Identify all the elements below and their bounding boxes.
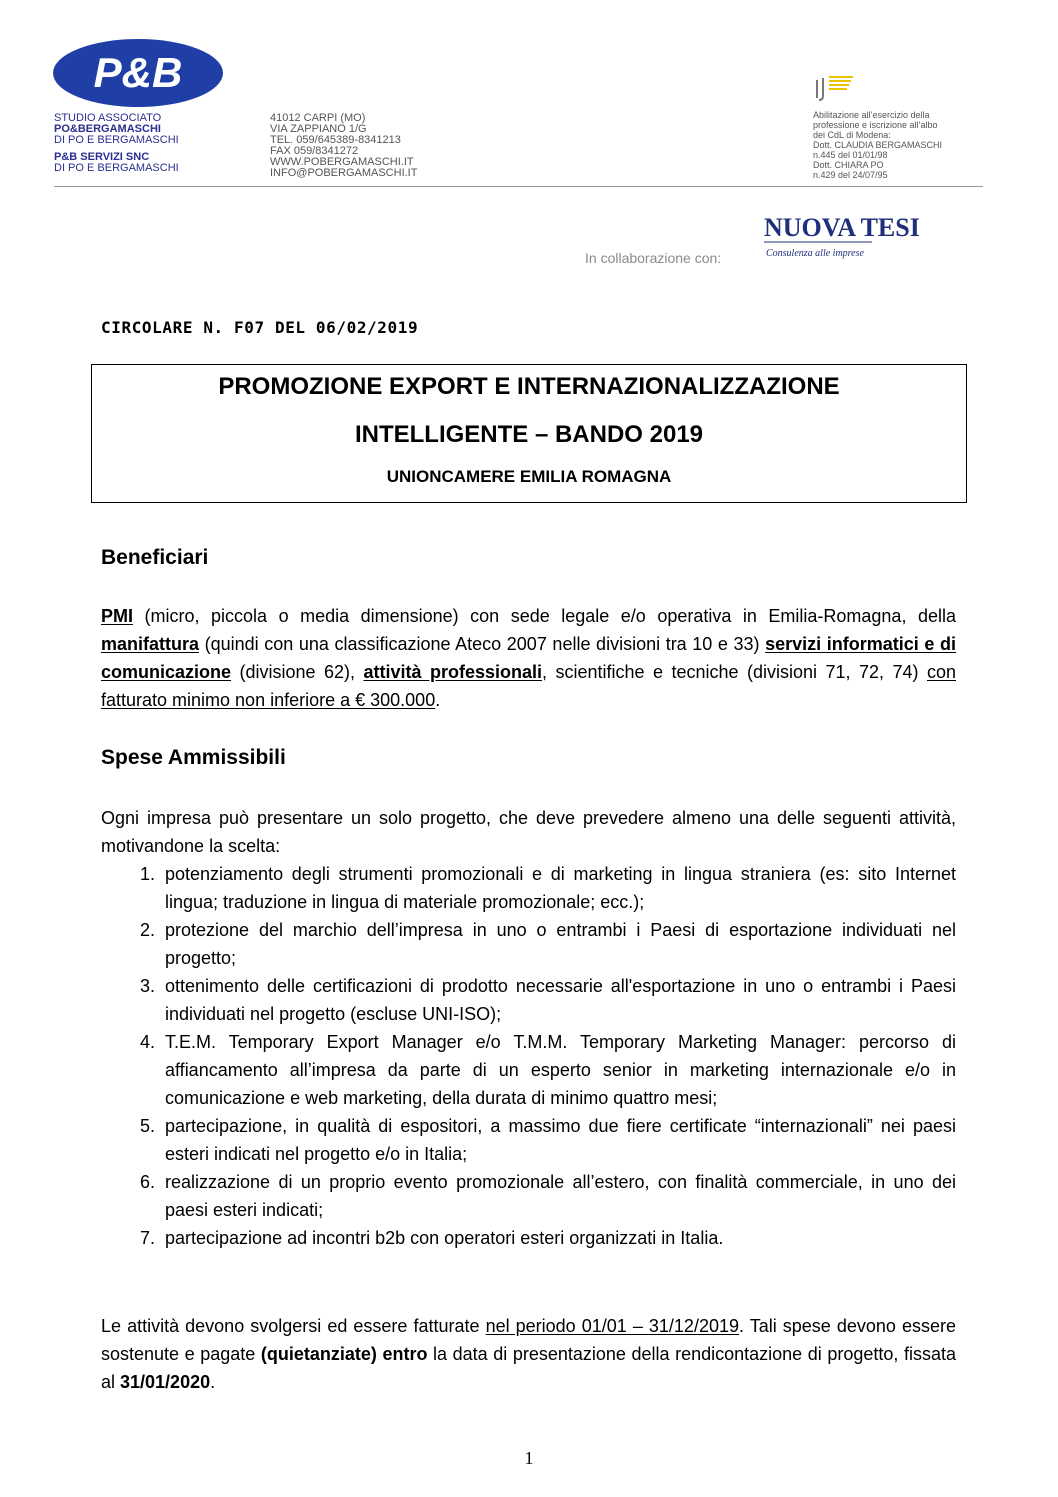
studio-line: PO&BERGAMASCHI xyxy=(54,123,161,135)
spese-intro: Ogni impresa può presentare un solo progetto, che deve prevedere almeno una delle seguenti attività, motivandone la scelta: xyxy=(101,808,956,856)
abilitazione-line: Dott. CHIARA PO xyxy=(813,160,884,170)
studio-line: P&B SERVIZI SNC xyxy=(54,151,150,163)
servizi-term: servizi informatici e di comunicazione xyxy=(101,634,956,682)
manifattura-term: manifattura xyxy=(101,634,200,654)
abilitazione-line: n.445 del 01/01/98 xyxy=(813,150,888,160)
abilitazione-line: n.429 del 24/07/95 xyxy=(813,170,888,180)
list-item: 5. partecipazione, in qualità di espositori, a massimo due fiere certificate “internazionali” nei paesi esteri indicati nel progetto e/o in Italia; xyxy=(139,1116,956,1164)
beneficiari-paragraph: PMI (micro, piccola o media dimensione) con sede legale e/o operativa in Emilia-Romagna, della manifattura (quindi con una classificazione Ateco 2007 nelle divisioni tra 10 e 33) servizi informatici e di comunicazione (divisione 62), attività professionali, scientifiche e tecniche (divisioni 71, 72, 74) con fatturato minimo non inferiore a € 300.000. xyxy=(101,606,956,710)
collaboration-label: In collaborazione con: xyxy=(585,250,722,266)
address-line: 41012 CARPI (MO) xyxy=(270,112,366,124)
header-divider xyxy=(54,186,983,187)
studio-line: DI PO E BERGAMASCHI xyxy=(54,134,179,146)
section-heading-beneficiari: Beneficiari xyxy=(101,546,209,569)
subtitle: UNIONCAMERE EMILIA ROMAGNA xyxy=(386,467,672,486)
address-line: TEL. 059/645389-8341213 xyxy=(270,134,401,146)
address-line: INFO@POBERGAMASCHI.IT xyxy=(270,167,418,179)
circolare-number: CIRCOLARE N. F07 DEL 06/02/2019 xyxy=(101,318,419,337)
studio-line: DI PO E BERGAMASCHI xyxy=(54,162,179,174)
address-line: FAX 059/8341272 xyxy=(270,145,359,157)
list-item: 3. ottenimento delle certificazioni di prodotto necessarie all'esportazione in uno o entrambi i Paesi individuati nel progetto (escluse UNI-ISO); xyxy=(139,976,956,1024)
address-line: VIA ZAPPIANO 1/G xyxy=(270,123,367,135)
abilitazione-line: Dott. CLAUDIA BERGAMASCHI xyxy=(813,140,943,150)
attivita-list xyxy=(101,860,956,1252)
consulenti-lavoro-logo xyxy=(813,74,857,102)
list-item: 6. realizzazione di un proprio evento promozionale all’estero, con finalità commerciale, in uno dei paesi esteri indicati; xyxy=(139,1172,956,1220)
studio-name-block xyxy=(54,113,179,174)
abilitazione-line: dei CdL di Modena: xyxy=(813,130,891,140)
fatturato-condition: con fatturato minimo non inferiore a € 300.000 xyxy=(101,662,956,710)
pb-logo xyxy=(52,38,224,108)
list-item: 2. protezione del marchio dell’impresa in uno o entrambi i Paesi di esportazione individuati nel progetto; xyxy=(139,920,956,968)
quietanziate-term: (quietanziate) entro xyxy=(260,1344,428,1364)
nuova-logo-tagline: Consulenza alle imprese xyxy=(766,248,864,259)
periodo-term: nel periodo 01/01 – 31/12/2019 xyxy=(485,1316,739,1336)
nuova-tesi-logo xyxy=(762,212,958,268)
final-paragraph: Le attività devono svolgersi ed essere fatturate nel periodo 01/01 – 31/12/2019. Tali spese devono essere sostenute e pagate (quietanziate) entro la data di presentazione della rendicontazione di progetto, fissata al 31/01/2020. xyxy=(101,1316,957,1392)
pb-logo-text: P&B xyxy=(93,49,183,96)
page-number: 1 xyxy=(524,1448,534,1468)
list-item: 7. partecipazione ad incontri b2b con operatori esteri organizzati in Italia. xyxy=(139,1228,724,1248)
list-item: 4. T.E.M. Temporary Export Manager e/o T.M.M. Temporary Marketing Manager: percorso di affiancamento all’impresa da parte di un esperto senior in marketing internazionale e/o in comunicazione e web marketing, della durata di minimo quattro mesi; xyxy=(139,1032,956,1108)
studio-line: STUDIO ASSOCIATO xyxy=(54,112,162,124)
deadline-date: 31/01/2020 xyxy=(120,1372,211,1392)
address-block xyxy=(270,113,417,179)
abilitazione-line: professione e iscrizione all’albo xyxy=(813,120,938,130)
abilitazione-block xyxy=(813,110,1003,180)
pmi-term: PMI xyxy=(101,606,134,626)
address-line: WWW.POBERGAMASCHI.IT xyxy=(270,156,414,168)
attivita-term: attività professionali xyxy=(363,662,543,682)
nuova-logo-text: NUOVA TESI xyxy=(764,213,920,242)
title-line-1: PROMOZIONE EXPORT E INTERNAZIONALIZZAZIONE xyxy=(218,373,840,400)
title-line-2: INTELLIGENTE – BANDO 2019 xyxy=(354,421,704,448)
section-heading-spese: Spese Ammissibili xyxy=(101,746,286,769)
list-item: 1. potenziamento degli strumenti promozionali e di marketing in lingua straniera (es: sito Internet lingua; traduzione in lingua di materiale promozionale; ecc.); xyxy=(139,864,956,912)
abilitazione-line: Abilitazione all’esercizio della xyxy=(813,110,930,120)
title-box xyxy=(91,364,967,503)
